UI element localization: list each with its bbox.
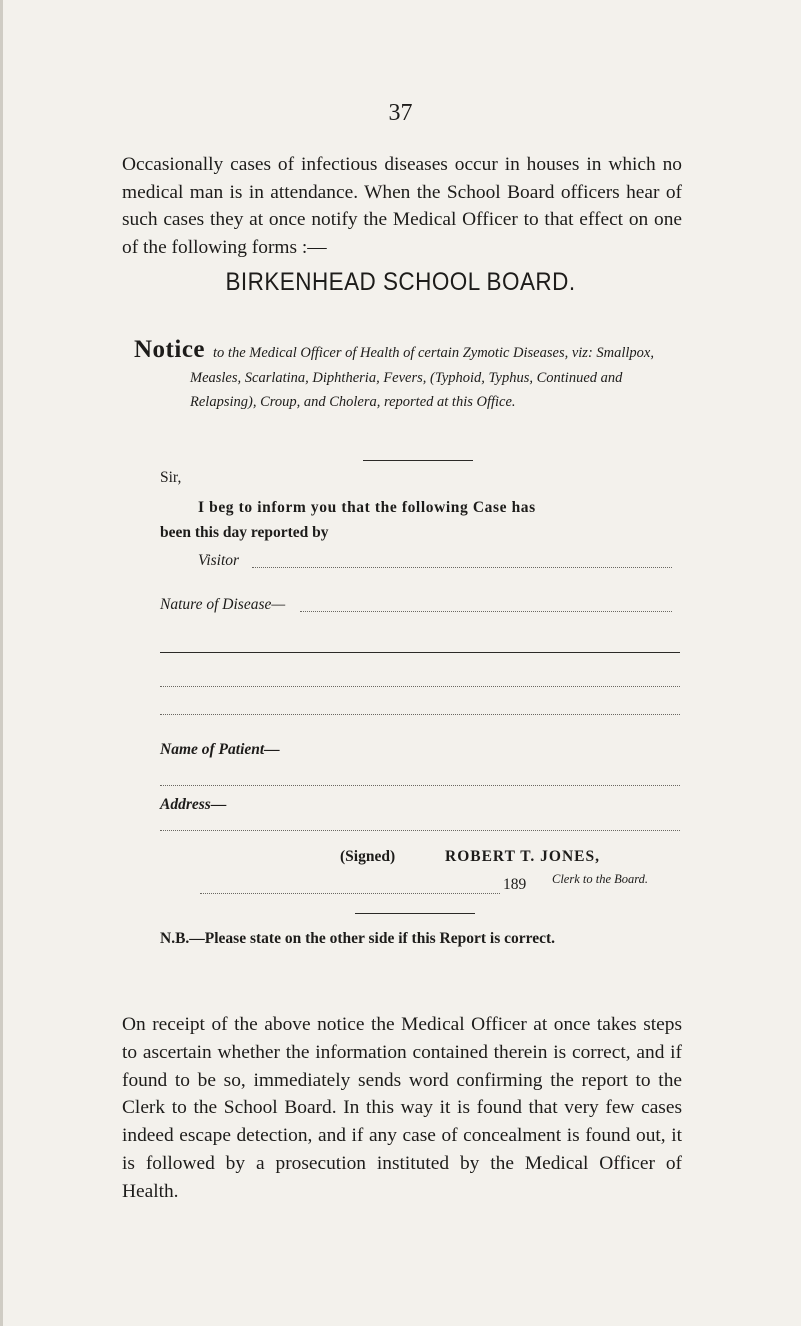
disease-line-3 — [160, 714, 680, 715]
nature-line — [300, 611, 672, 612]
visitor-line — [252, 567, 672, 568]
intro-paragraph: Occasionally cases of infectious diseases occur in houses in which no medical man is in attendance. When the School Board officers hear of such cases they at once notify the Medical Officer to that effect on one of the following forms :— — [122, 154, 682, 258]
page-number: 37 — [388, 100, 413, 126]
signatory-title: Clerk to the Board. — [552, 872, 649, 886]
notice-text: to the Medical Officer of Health of certain Zymotic Diseases, viz: Smallpox, Measles, Scarlatina, Diphtheria, Fevers, (Typhoid, Typhus, Continued and Relapsing), Croup, and Cholera, reported at this Office. — [190, 345, 654, 410]
notice-word: Notice — [134, 336, 206, 363]
year-prefix: 189 — [503, 876, 527, 893]
nature-label: Nature of Disease— — [160, 596, 286, 613]
disease-line-1 — [160, 652, 680, 653]
closing-paragraph: On receipt of the above notice the Medical Officer at once takes steps to ascertain whether the information contained therein is correct, and if found to be so, immediately sends word confirming the report to the Clerk to the School Board. In this way it is found that very few cases indeed escape detection, and if any case of concealment is found out, it is followed by a prosecution instituted by the Medical Officer of Health. — [122, 1014, 682, 1202]
salutation: Sir, — [160, 469, 182, 486]
patient-label: Name of Patient— — [160, 741, 280, 758]
page-edge — [0, 0, 3, 1326]
visitor-label: Visitor — [198, 552, 240, 569]
signatory-name: ROBERT T. JONES, — [445, 848, 601, 865]
address-label: Address— — [160, 796, 227, 813]
date-line — [200, 893, 500, 894]
patient-line — [160, 785, 680, 786]
notice-block — [134, 336, 660, 415]
form-divider-bottom — [355, 913, 475, 914]
form-body-line-1: I beg to inform you that the following Case has — [198, 499, 536, 516]
address-line — [160, 830, 680, 831]
signed-label: (Signed) — [340, 848, 396, 865]
disease-line-2 — [160, 686, 680, 687]
nb-note: N.B.—Please state on the other side if this Report is correct. — [160, 930, 556, 947]
form-heading: BIRKENHEAD SCHOOL BOARD. — [225, 268, 576, 296]
form-body-line-2: been this day reported by — [160, 524, 329, 541]
form-divider-top — [363, 460, 473, 461]
